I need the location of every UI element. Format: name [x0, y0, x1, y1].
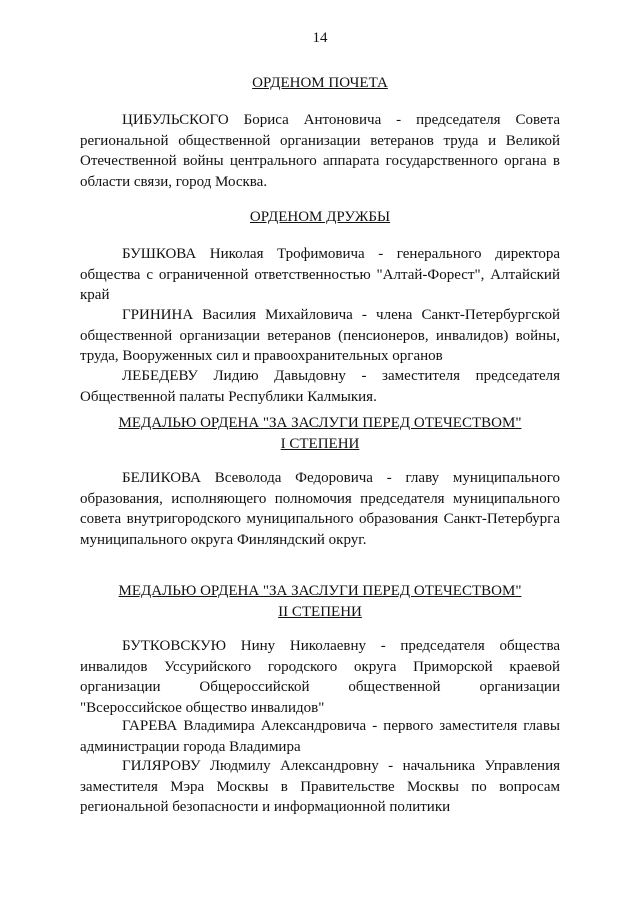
award-entry-text: ЛЕБЕДЕВУ Лидию Давыдовну - заместителя председателя Общественной палаты Республики Калмыкия. — [80, 368, 560, 405]
award-entry — [80, 716, 560, 757]
award-entry-text: БУТКОВСКУЮ Нину Николаевну - председателя общества инвалидов Уссурийского городского округа Приморской краевой организации Общероссийской общественной организации "Всероссийское общество инвалидов" — [80, 638, 560, 716]
award-entry — [80, 244, 560, 306]
award-entry-text: ГИЛЯРОВУ Людмилу Александровну - начальника Управления заместителя Мэра Москвы в Правительстве Москвы по вопросам региональной безопасности и информационной политики — [80, 758, 560, 815]
heading-line-2: II СТЕПЕНИ — [278, 604, 362, 620]
heading-line-1: МЕДАЛЬЮ ОРДЕНА "ЗА ЗАСЛУГИ ПЕРЕД ОТЕЧЕСТВОМ" — [118, 583, 522, 599]
heading-line-1: МЕДАЛЬЮ ОРДЕНА "ЗА ЗАСЛУГИ ПЕРЕД ОТЕЧЕСТВОМ" — [118, 415, 522, 431]
page-number: 14 — [312, 30, 328, 46]
award-entry-text: БЕЛИКОВА Всеволода Федоровича - главу муниципального образования, исполняющего полномочия председателя муниципального совета внутригородского муниципального образования Санкт-Петербурга муниципального округа Финляндский округ. — [80, 470, 560, 548]
award-entry-text: ЦИБУЛЬСКОГО Бориса Антоновича - председателя Совета региональной общественной организации ветеранов труда и Великой Отечественной войны центрального аппарата государственного органа в области связи, город Москва. — [80, 112, 560, 190]
section-heading-medal-2nd-degree — [80, 581, 560, 623]
award-entry — [80, 366, 560, 407]
section-heading-medal-1st-degree — [80, 413, 560, 455]
award-entry-text: ГРИНИНА Василия Михайловича - члена Санкт-Петербургской общественной организации ветеранов (пенсионеров, инвалидов) войны, труда, Вооруженных сил и правоохранительных органов — [80, 307, 560, 364]
award-entry — [80, 636, 560, 718]
award-entry — [80, 756, 560, 818]
award-entry-text: БУШКОВА Николая Трофимовича - генерального директора общества с ограниченной ответственностью "Алтай-Форест", Алтайский край — [80, 246, 560, 303]
heading-line-2: I СТЕПЕНИ — [280, 436, 360, 452]
award-entry-text: ГАРЕВА Владимира Александровича - первого заместителя главы администрации города Владимира — [80, 718, 560, 755]
award-entry — [80, 110, 560, 192]
section-heading-order-of-friendship: ОРДЕНОМ ДРУЖБЫ — [249, 209, 391, 225]
award-entry — [80, 468, 560, 550]
award-entry — [80, 305, 560, 367]
section-heading-order-of-honor: ОРДЕНОМ ПОЧЕТА — [252, 75, 388, 91]
